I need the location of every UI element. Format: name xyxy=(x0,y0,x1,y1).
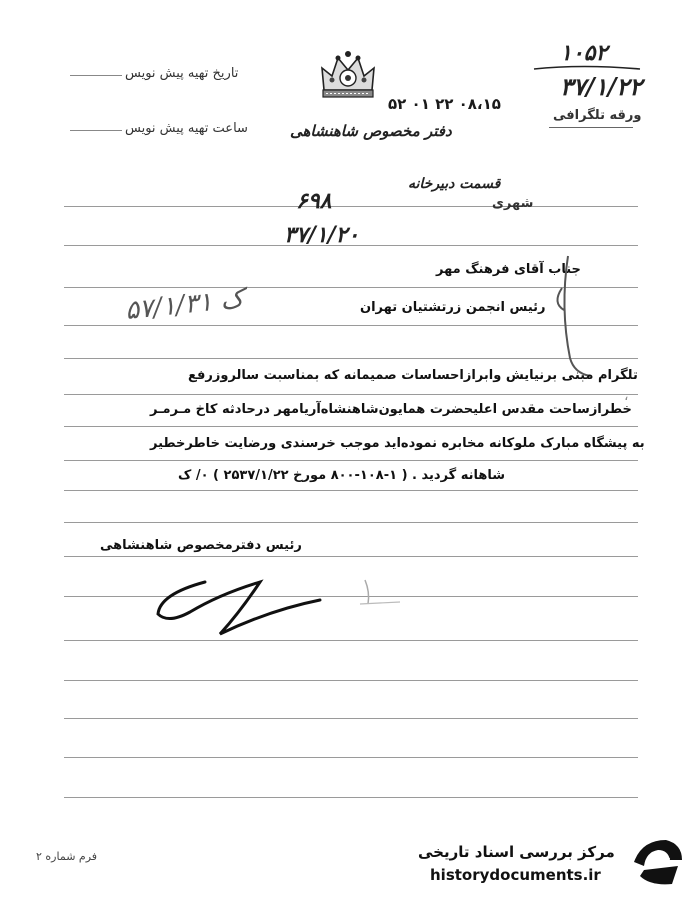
rule-line xyxy=(64,797,638,798)
draft-time-label: ساعت تهیه پیش نویس xyxy=(125,121,248,136)
form-number: فرم شماره ۲ xyxy=(36,850,98,863)
rule-line xyxy=(64,426,638,427)
rule-line xyxy=(64,460,638,461)
signatory-title: رئیس دفترمخصوص شاهنشاهی xyxy=(100,538,302,553)
archive-name: مرکز بررسی اسناد تاریخی xyxy=(418,843,615,861)
registration-number: ۶۹۸ xyxy=(296,188,332,214)
doc-number: ۱۰۵۲ xyxy=(560,40,608,66)
draft-time-blank xyxy=(70,130,122,131)
stamp-number: ۵۲ ۰۱ ۲۲ ۰۸،۱۵ xyxy=(388,95,501,113)
body-line-4: شاهانه گردید . ( ۱-۱۰۸-۸۰۰ مورخ ۲۵۳۷/۱/۲۲ ) ۰/ ک xyxy=(178,468,506,483)
signature-scribble xyxy=(150,572,410,642)
rule-line xyxy=(64,757,638,758)
draft-date-blank xyxy=(70,75,122,76)
rule-line xyxy=(64,490,638,491)
recipient-title: رئیس انجمن زرتشتیان تهران xyxy=(360,300,546,315)
city-label: شهری xyxy=(492,196,534,211)
archive-logo-icon xyxy=(630,836,686,888)
registration-date: ۳۷/۱/۲۰ xyxy=(284,222,360,248)
rule-line xyxy=(64,206,638,207)
form-type-underline xyxy=(549,127,633,128)
department-note: قسمت دبیرخانه xyxy=(408,176,501,192)
body-line-2: خطرازساحت مقدس اعلیحضرت همایون‌شاهنشاه‌آریامهر درحادثه کاخ مـرمـر xyxy=(150,402,632,417)
recipient-name: جناب آقای فرهنگ مهر xyxy=(436,262,581,277)
rule-line xyxy=(64,556,638,557)
rule-line xyxy=(64,394,638,395)
body-line-3: به پیشگاه مبارک ملوکانه مخابره نموده‌اید موجب خرسندی ورضایت خاطرخطیر xyxy=(150,436,645,451)
archive-url: historydocuments.ir xyxy=(430,866,601,884)
draft-date-label: تاریخ تهیه پیش نویس xyxy=(125,66,239,81)
doc-number-underline xyxy=(532,64,642,72)
body-line-1: تلگرام مبنی برنیایش وابرازاحساسات صمیمانه که بمناسبت سالروزرفع xyxy=(188,368,638,383)
bracket-mark xyxy=(540,248,600,378)
side-handwritten-note: ۵۷/۱/۳۱ ک xyxy=(123,283,246,327)
office-stamp: دفتر مخصوص شاهنشاهی xyxy=(290,122,452,140)
rule-line xyxy=(64,522,638,523)
margin-mark: ، xyxy=(624,388,629,404)
rule-line xyxy=(64,680,638,681)
rule-line xyxy=(64,718,638,719)
doc-date: ۳۷/۱/۲۲ xyxy=(560,72,642,101)
imperial-crown-emblem xyxy=(316,48,380,104)
form-type: ورقه تلگرافی xyxy=(553,108,642,123)
